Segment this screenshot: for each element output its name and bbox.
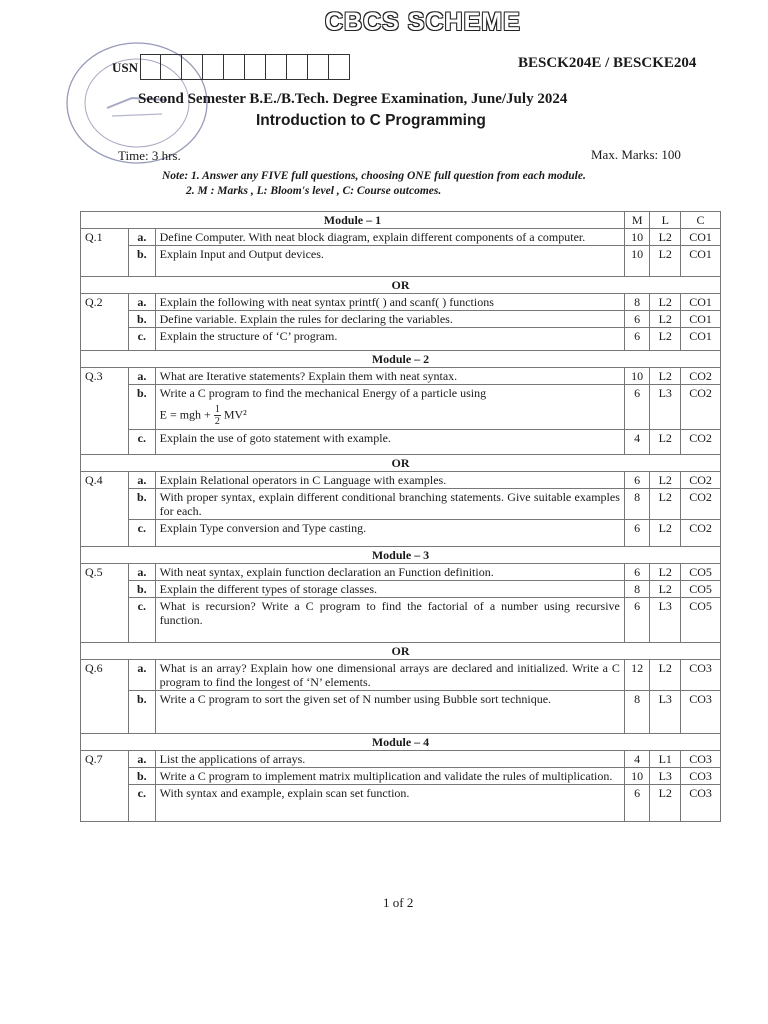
formula-right: MV² [223, 407, 247, 422]
marks-cell: 8 [624, 581, 650, 598]
question-text: Write a C program to implement matrix multiplication and validate the rules of multiplication. [155, 768, 624, 785]
level-cell: L2 [650, 785, 681, 822]
sub-question-label: b. [129, 691, 156, 734]
level-cell: L2 [650, 430, 681, 455]
level-cell: L3 [650, 691, 681, 734]
sub-question-label: c. [129, 785, 156, 822]
module-heading: Module – 4 [81, 734, 721, 751]
outcome-cell: CO2 [681, 520, 721, 547]
module-header-row [81, 547, 721, 564]
sub-question-label: b. [129, 489, 156, 520]
sub-question-label: a. [129, 368, 156, 385]
question-number: Q.3 [81, 368, 129, 455]
usn-box [266, 54, 287, 80]
outcome-cell: CO1 [681, 229, 721, 246]
sub-question-label: b. [129, 246, 156, 277]
module-header-row [81, 212, 721, 229]
formula-left: E = mgh + [159, 407, 211, 422]
level-cell: L2 [650, 229, 681, 246]
energy-formula [160, 404, 620, 427]
level-cell: L2 [650, 328, 681, 351]
question-number: Q.5 [81, 564, 129, 643]
question-text: Explain the different types of storage classes. [155, 581, 624, 598]
table-row [81, 328, 721, 351]
outcome-cell: CO3 [681, 785, 721, 822]
question-text: Explain the structure of ‘C’ program. [155, 328, 624, 351]
usn-box [308, 54, 329, 80]
outcome-cell: CO3 [681, 691, 721, 734]
question-text: With neat syntax, explain function declaration an Function definition. [155, 564, 624, 581]
table-row [81, 311, 721, 328]
usn-box [161, 54, 182, 80]
question-text: With syntax and example, explain scan set function. [155, 785, 624, 822]
usn-box [182, 54, 203, 80]
scheme-title: CBCS SCHEME [325, 8, 521, 36]
or-row [81, 643, 721, 660]
question-number: Q.4 [81, 472, 129, 547]
table-row [81, 581, 721, 598]
or-divider: OR [81, 643, 721, 660]
note-line-2: 2. M : Marks , L: Bloom's level , C: Course outcomes. [186, 185, 442, 197]
level-cell: L2 [650, 311, 681, 328]
outcome-cell: CO5 [681, 564, 721, 581]
sub-question-label: a. [129, 660, 156, 691]
outcome-cell: CO3 [681, 751, 721, 768]
outcome-cell: CO5 [681, 598, 721, 643]
level-cell: L2 [650, 581, 681, 598]
marks-cell: 6 [624, 598, 650, 643]
table-row [81, 564, 721, 581]
question-number: Q.1 [81, 229, 129, 277]
question-text: Explain Type conversion and Type casting. [155, 520, 624, 547]
sub-question-label: a. [129, 229, 156, 246]
marks-cell: 6 [624, 785, 650, 822]
level-cell: L2 [650, 489, 681, 520]
level-cell: L3 [650, 768, 681, 785]
outcome-cell: CO3 [681, 768, 721, 785]
question-table [80, 211, 721, 822]
or-divider: OR [81, 277, 721, 294]
sub-question-label: b. [129, 581, 156, 598]
question-text: What are Iterative statements? Explain them with neat syntax. [155, 368, 624, 385]
table-row [81, 385, 721, 430]
level-cell: L2 [650, 294, 681, 311]
outcome-cell: CO2 [681, 430, 721, 455]
table-row [81, 785, 721, 822]
time-allowed: Time: 3 hrs. [118, 148, 181, 163]
page-number: 1 of 2 [383, 895, 414, 910]
sub-question-label: b. [129, 768, 156, 785]
level-cell: L2 [650, 520, 681, 547]
sub-question-label: a. [129, 564, 156, 581]
marks-cell: 6 [624, 564, 650, 581]
level-cell: L3 [650, 598, 681, 643]
outcome-cell: CO2 [681, 489, 721, 520]
question-text: With proper syntax, explain different conditional branching statements. Give suitable examples for each. [155, 489, 624, 520]
question-text: What is recursion? Write a C program to find the factorial of a number using recursive function. [155, 598, 624, 643]
or-row [81, 277, 721, 294]
usn-box [140, 54, 161, 80]
question-number: Q.6 [81, 660, 129, 734]
marks-cell: 4 [624, 430, 650, 455]
module-heading: Module – 1 [81, 212, 625, 229]
sub-question-label: c. [129, 598, 156, 643]
question-text: Write a C program to sort the given set of N number using Bubble sort technique. [155, 691, 624, 734]
marks-cell: 10 [624, 768, 650, 785]
subject-title: Introduction to C Programming [256, 112, 486, 129]
table-row [81, 598, 721, 643]
marks-cell: 8 [624, 294, 650, 311]
marks-cell: 6 [624, 520, 650, 547]
sub-question-label: c. [129, 328, 156, 351]
question-text: List the applications of arrays. [155, 751, 624, 768]
or-divider: OR [81, 455, 721, 472]
table-row [81, 430, 721, 455]
outcome-cell: CO5 [681, 581, 721, 598]
marks-cell: 12 [624, 660, 650, 691]
or-row [81, 455, 721, 472]
table-row [81, 660, 721, 691]
col-header-marks: M [624, 212, 650, 229]
question-text: Write a C program to find the mechanical Energy of a particle using [159, 386, 487, 400]
question-text: Define Computer. With neat block diagram, explain different components of a computer. [155, 229, 624, 246]
module-heading: Module – 3 [81, 547, 721, 564]
table-row [81, 691, 721, 734]
outcome-cell: CO3 [681, 660, 721, 691]
outcome-cell: CO1 [681, 328, 721, 351]
sub-question-label: c. [129, 520, 156, 547]
table-row [81, 246, 721, 277]
table-row [81, 472, 721, 489]
level-cell: L2 [650, 246, 681, 277]
module-header-row [81, 351, 721, 368]
question-number: Q.2 [81, 294, 129, 351]
question-text: Define variable. Explain the rules for declaring the variables. [155, 311, 624, 328]
marks-cell: 6 [624, 311, 650, 328]
outcome-cell: CO1 [681, 311, 721, 328]
usn-boxes [140, 54, 350, 80]
question-number: Q.7 [81, 751, 129, 822]
level-cell: L3 [650, 385, 681, 430]
usn-label: USN [112, 60, 139, 75]
marks-cell: 6 [624, 385, 650, 430]
outcome-cell: CO2 [681, 472, 721, 489]
usn-box [245, 54, 266, 80]
exam-title: Second Semester B.E./B.Tech. Degree Examination, June/July 2024 [138, 91, 568, 107]
table-row [81, 368, 721, 385]
table-row [81, 489, 721, 520]
table-row [81, 751, 721, 768]
usn-box [329, 54, 350, 80]
level-cell: L2 [650, 564, 681, 581]
col-header-level: L [650, 212, 681, 229]
question-text: What is an array? Explain how one dimensional arrays are declared and initialized. Write a C program to find the longest of ‘N’ elements. [155, 660, 624, 691]
marks-cell: 4 [624, 751, 650, 768]
module-header-row [81, 734, 721, 751]
sub-question-label: b. [129, 385, 156, 430]
marks-cell: 6 [624, 472, 650, 489]
formula-numerator: 1 [214, 404, 220, 415]
question-text: Explain Input and Output devices. [155, 246, 624, 277]
usn-box [287, 54, 308, 80]
level-cell: L2 [650, 368, 681, 385]
question-text: Explain the use of goto statement with example. [155, 430, 624, 455]
sub-question-label: b. [129, 311, 156, 328]
table-row [81, 768, 721, 785]
sub-question-label: a. [129, 751, 156, 768]
table-row [81, 520, 721, 547]
usn-box [224, 54, 245, 80]
level-cell: L2 [650, 472, 681, 489]
question-text: Explain the following with neat syntax printf( ) and scanf( ) functions [155, 294, 624, 311]
note-line-1: Note: 1. Answer any FIVE full questions, choosing ONE full question from each module. [162, 170, 586, 182]
marks-cell: 10 [624, 246, 650, 277]
table-row [81, 229, 721, 246]
col-header-outcome: C [681, 212, 721, 229]
formula-fraction [214, 404, 221, 427]
sub-question-label: c. [129, 430, 156, 455]
outcome-cell: CO2 [681, 368, 721, 385]
outcome-cell: CO1 [681, 246, 721, 277]
marks-cell: 10 [624, 368, 650, 385]
outcome-cell: CO1 [681, 294, 721, 311]
outcome-cell: CO2 [681, 385, 721, 430]
module-heading: Module – 2 [81, 351, 721, 368]
marks-cell: 8 [624, 489, 650, 520]
formula-denominator: 2 [214, 416, 220, 427]
table-row [81, 294, 721, 311]
sub-question-label: a. [129, 294, 156, 311]
level-cell: L1 [650, 751, 681, 768]
question-text-with-formula [155, 385, 624, 430]
usn-box [203, 54, 224, 80]
marks-cell: 10 [624, 229, 650, 246]
marks-cell: 6 [624, 328, 650, 351]
level-cell: L2 [650, 660, 681, 691]
max-marks: Max. Marks: 100 [591, 147, 681, 162]
question-text: Explain Relational operators in C Language with examples. [155, 472, 624, 489]
subject-code: BESCK204E / BESCKE204 [518, 55, 697, 71]
marks-cell: 8 [624, 691, 650, 734]
sub-question-label: a. [129, 472, 156, 489]
